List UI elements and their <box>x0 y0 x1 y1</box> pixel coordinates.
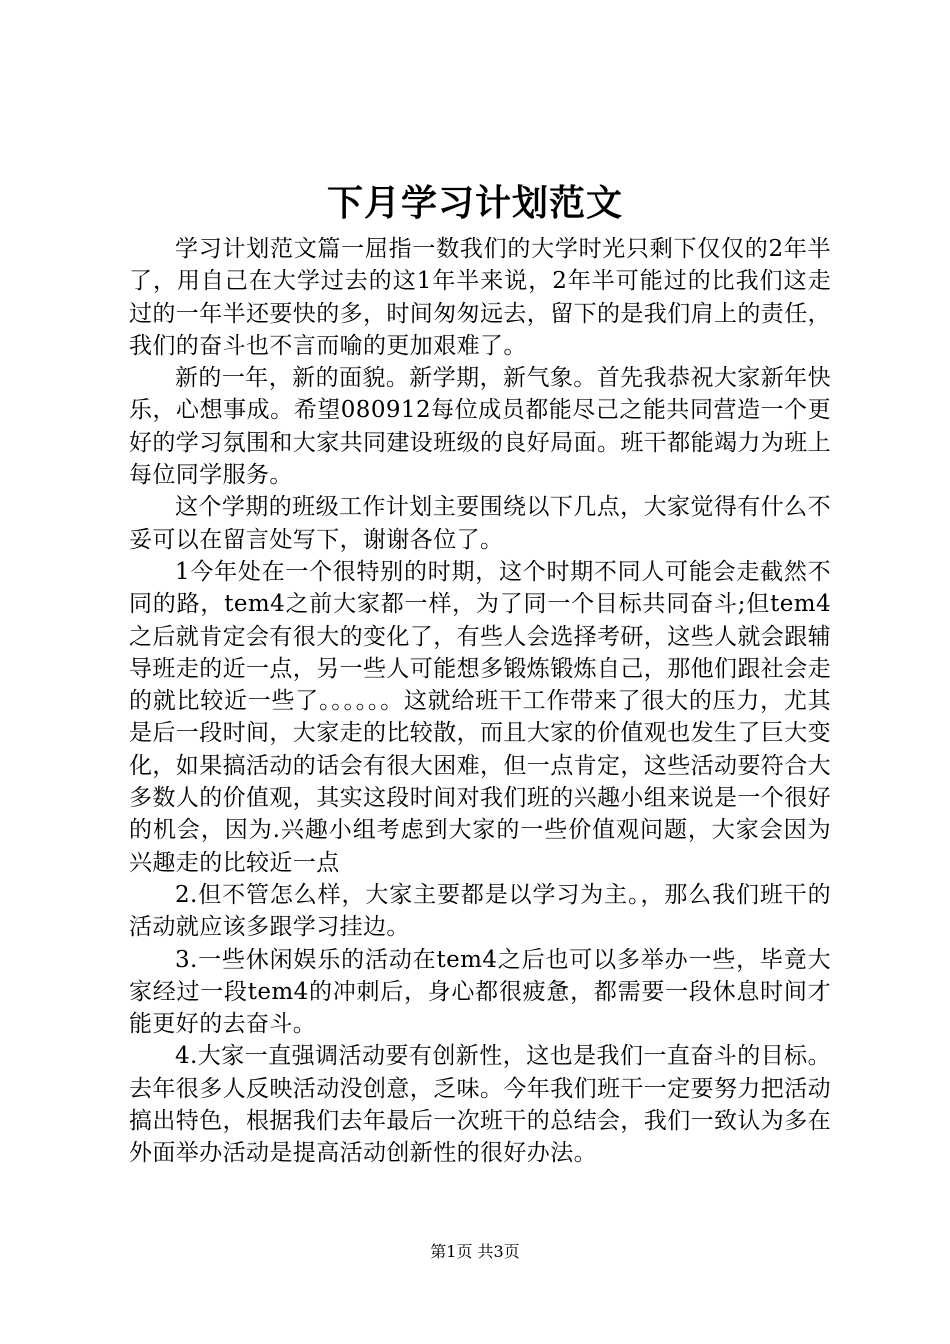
paragraph-point-1: 1今年处在一个很特别的时期，这个时期不同人可能会走截然不同的路，tem4之前大家都一样，为了同一个目标共同奋斗;但tem4之后就肯定会有很大的变化了，有些人会选择考研，这些人就会跟辅导班走的近一点，另一些人可能想多锻炼锻炼自己，那他们跟社会走的就比较近一些了。。。。。。这就给班干工作带来了很大的压力，尤其是后一段时间，大家走的比较散，而且大家的价值观也发生了巨大变化，如果搞活动的话会有很大困难，但一点肯定，这些活动要符合大多数人的价值观，其实这段时间对我们班的兴趣小组来说是一个很好的机会，因为.兴趣小组考虑到大家的一些价值观问题，大家会因为兴趣走的比较近一点 <box>129 558 831 876</box>
paragraph-plan-overview: 这个学期的班级工作计划主要围绕以下几点，大家觉得有什么不妥可以在留言处写下，谢谢各位了。 <box>129 494 831 553</box>
document-body <box>129 233 831 1170</box>
document-title: 下月学习计划范文 <box>326 183 623 224</box>
paragraph-point-3: 3.一些休闲娱乐的活动在tem4之后也可以多举办一些，毕竟大家经过一段tem4的冲刺后，身心都很疲惫，都需要一段休息时间才能更好的去奋斗。 <box>129 946 831 1038</box>
paragraph-point-4: 4.大家一直强调活动要有创新性，这也是我们一直奋斗的目标。去年很多人反映活动没创意，乏味。今年我们班干一定要努力把活动搞出特色，根据我们去年最后一次班干的总结会，我们一致认为多在外面举办活动是提高活动创新性的很好办法。 <box>129 1043 831 1167</box>
page-number: 第1页 共3页 <box>430 1242 520 1261</box>
paragraph-point-2: 2.但不管怎么样，大家主要都是以学习为主。，那么我们班干的活动就应该多跟学习挂边。 <box>129 881 831 941</box>
paragraph-intro: 学习计划范文篇一屈指一数我们的大学时光只剩下仅仅的2年半了，用自己在大学过去的这1年半来说，2年半可能过的比我们这走过的一年半还要快的多，时间匆匆远去，留下的是我们肩上的责任，我们的奋斗也不言而喻的更加艰难了。 <box>129 236 831 359</box>
paragraph-new-year: 新的一年，新的面貌。新学期，新气象。首先我恭祝大家新年快乐，心想事成。希望080912每位成员都能尽己之能共同营造一个更好的学习氛围和大家共同建设班级的良好局面。班干都能竭力为班上每位同学服务。 <box>129 365 831 489</box>
